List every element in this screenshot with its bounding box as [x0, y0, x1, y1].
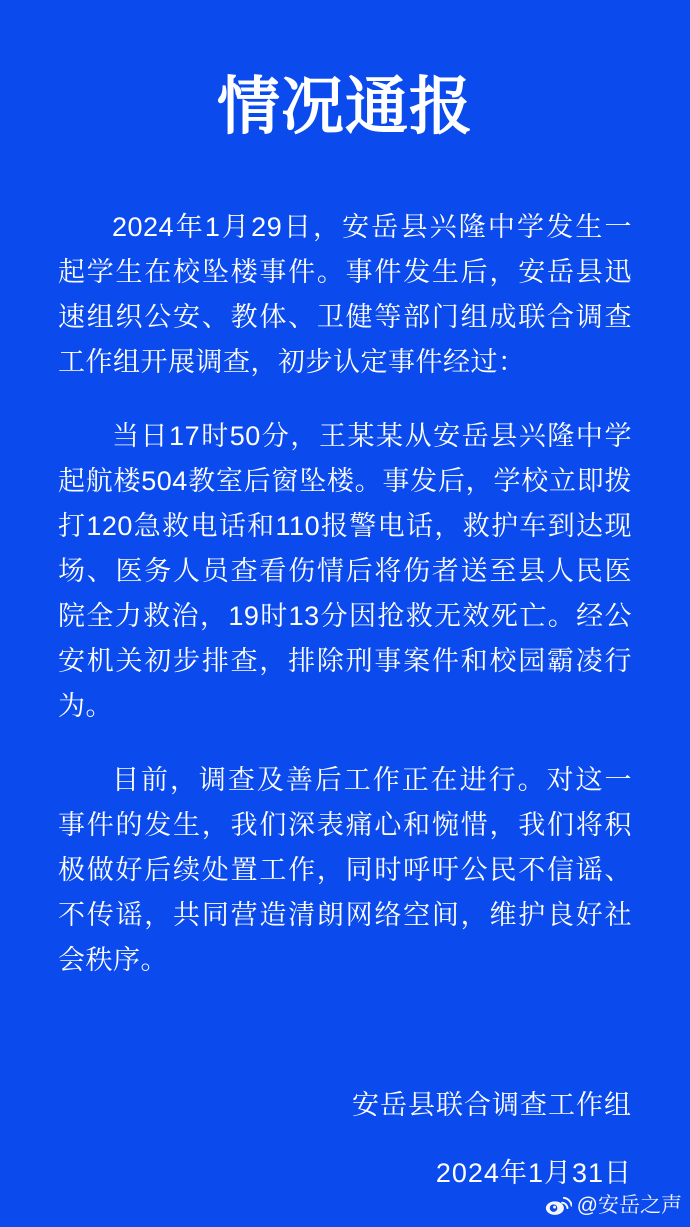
notice-title: 情况通报	[217, 72, 473, 142]
notice-date: 2024年1月31日	[435, 1158, 632, 1188]
signature-block	[58, 1083, 632, 1196]
notice-signature: 安岳县联合调查工作组	[352, 1090, 632, 1120]
watermark	[545, 1189, 682, 1219]
notice-body	[58, 205, 632, 983]
weibo-icon	[545, 1193, 572, 1216]
notice-paragraph-1: 2024年1月29日，安岳县兴隆中学发生一起学生在校坠楼事件。事件发生后，安岳县迅速组织公安、教体、卫健等部门组成联合调查工作组开展调查，初步认定事件经过：	[58, 212, 632, 377]
notice-paragraph-2: 当日17时50分，王某某从安岳县兴隆中学起航楼504教室后窗坠楼。事发后，学校立即拨打120急救电话和110报警电话，救护车到达现场、医务人员查看伤情后将伤者送至县人民医院全力救治，19时13分因抢救无效死亡。经公安机关初步排查，排除刑事案件和校园霸凌行为。	[58, 421, 632, 721]
notice-paragraph-3: 目前，调查及善后工作正在进行。对这一事件的发生，我们深表痛心和惋惜，我们将积极做好后续处置工作，同时呼吁公民不信谣、不传谣，共同营造清朗网络空间，维护良好社会秩序。	[58, 765, 632, 975]
watermark-handle: @安岳之声	[576, 1194, 682, 1217]
